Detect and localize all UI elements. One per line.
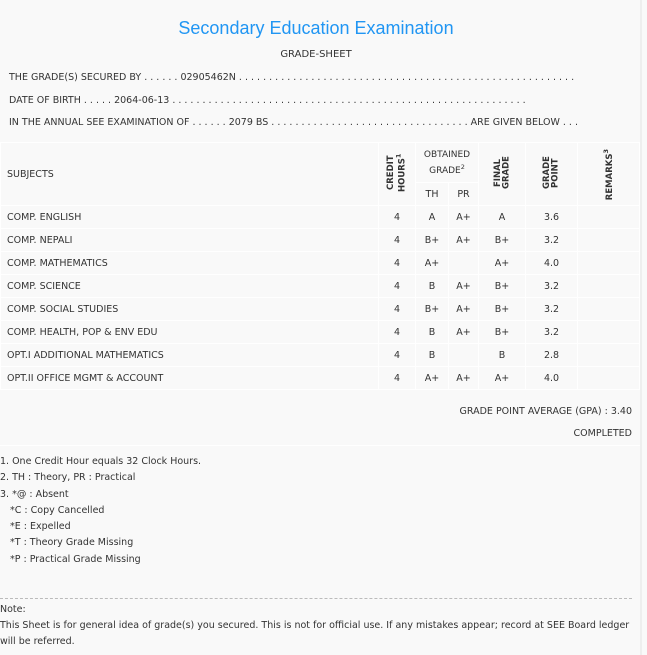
- header-grade-point: GRADE POINT: [526, 143, 578, 206]
- cell-credit: 4: [379, 252, 416, 275]
- cell-subject: OPT.II OFFICE MGMT & ACCOUNT: [1, 367, 379, 390]
- cell-remarks: [578, 275, 640, 298]
- cell-subject: COMP. NEPALI: [1, 229, 379, 252]
- subtitle: GRADE-SHEET: [280, 49, 352, 60]
- footnote: *T : Theory Grade Missing: [10, 537, 134, 549]
- grade-table: [0, 142, 640, 390]
- cell-gp: 3.6: [526, 206, 578, 229]
- note-text: This Sheet is for general idea of grade(s) you secured. This is not for official use. If any mistakes appear; record at SEE Board ledger will be referred.: [0, 620, 630, 647]
- cell-gp: 3.2: [526, 321, 578, 344]
- cell-remarks: [578, 321, 640, 344]
- cell-remarks: [578, 367, 640, 390]
- header-pr: PR: [449, 183, 479, 206]
- cell-credit: 4: [379, 229, 416, 252]
- table-row: [1, 298, 640, 321]
- cell-subject: COMP. MATHEMATICS: [1, 252, 379, 275]
- cell-final: A: [479, 206, 526, 229]
- cell-final: A+: [479, 252, 526, 275]
- cell-remarks: [578, 298, 640, 321]
- cell-pr: A+: [449, 229, 479, 252]
- cell-th: B: [416, 344, 449, 367]
- cell-pr: A+: [449, 367, 479, 390]
- table-row: [1, 367, 640, 390]
- cell-final: B+: [479, 275, 526, 298]
- footnote: *E : Expelled: [10, 521, 71, 533]
- table-row: [1, 229, 640, 252]
- cell-pr: A+: [449, 321, 479, 344]
- cell-gp: 2.8: [526, 344, 578, 367]
- cell-pr: [449, 344, 479, 367]
- note: [0, 602, 632, 650]
- cell-final: B+: [479, 321, 526, 344]
- header-credit-hours: CREDIT HOURS$^1$: [379, 143, 416, 206]
- cell-credit: 4: [379, 206, 416, 229]
- gpa: GRADE POINT AVERAGE (GPA) : 3.40: [459, 406, 632, 417]
- cell-credit: 4: [379, 275, 416, 298]
- header-obtained-grade: OBTAINED GRADE$^2$: [416, 143, 479, 183]
- cell-remarks: [578, 344, 640, 367]
- cell-pr: A+: [449, 206, 479, 229]
- cell-subject: COMP. HEALTH, POP & ENV EDU: [1, 321, 379, 344]
- cell-credit: 4: [379, 344, 416, 367]
- dashed-divider: [0, 598, 632, 599]
- header-final-grade: FINAL GRADE: [479, 143, 526, 206]
- header-remarks: REMARKS$^3$: [578, 143, 640, 206]
- cell-pr: [449, 252, 479, 275]
- divider: [0, 445, 640, 446]
- note-label: Note:: [0, 604, 26, 615]
- table-row: [1, 275, 640, 298]
- footnotes: [0, 454, 201, 568]
- cell-pr: A+: [449, 298, 479, 321]
- footnote: 2. TH : Theory, PR : Practical: [0, 472, 136, 484]
- cell-credit: 4: [379, 321, 416, 344]
- footnote: 3. *@ : Absent: [0, 488, 69, 500]
- page-title: Secondary Education Examination: [178, 18, 454, 38]
- table-row: [1, 321, 640, 344]
- cell-subject: COMP. SOCIAL STUDIES: [1, 298, 379, 321]
- table-row: [1, 252, 640, 275]
- footnote: 1. One Credit Hour equals 32 Clock Hours.: [0, 456, 202, 467]
- cell-final: B+: [479, 229, 526, 252]
- footnote: *C : Copy Cancelled: [10, 504, 105, 516]
- footnote: *P : Practical Grade Missing: [10, 553, 141, 565]
- cell-th: A: [416, 206, 449, 229]
- header-subjects: SUBJECTS: [1, 143, 379, 206]
- table-row: [1, 206, 640, 229]
- cell-th: B+: [416, 229, 449, 252]
- cell-subject: OPT.I ADDITIONAL MATHEMATICS: [1, 344, 379, 367]
- cell-gp: 4.0: [526, 252, 578, 275]
- cell-th: B: [416, 321, 449, 344]
- cell-remarks: [578, 252, 640, 275]
- cell-subject: COMP. SCIENCE: [1, 275, 379, 298]
- cell-remarks: [578, 206, 640, 229]
- cell-subject: COMP. ENGLISH: [1, 206, 379, 229]
- secured-by-line: THE GRADE(S) SECURED BY . . . . . . 02905462N . . . . . . . . . . . . . . . . . . . . . . . . . . . . . . . . . . . . . . . . . . . . . . . . . . . . . . . .: [9, 72, 575, 83]
- cell-credit: 4: [379, 367, 416, 390]
- exam-line: IN THE ANNUAL SEE EXAMINATION OF . . . . . . 2079 BS . . . . . . . . . . . . . . . . . . . . . . . . . . . . . . . . . ARE GIVEN BELOW . . .: [9, 117, 578, 128]
- cell-th: A+: [416, 252, 449, 275]
- cell-gp: 3.2: [526, 275, 578, 298]
- result-status: COMPLETED: [573, 428, 632, 439]
- cell-th: A+: [416, 367, 449, 390]
- cell-final: B+: [479, 298, 526, 321]
- cell-th: B: [416, 275, 449, 298]
- dob-line: DATE OF BIRTH . . . . . 2064-06-13 . . . . . . . . . . . . . . . . . . . . . . . . . . . . . . . . . . . . . . . . . . . . . . . . . . . . . . . . . . .: [9, 95, 526, 106]
- cell-th: B+: [416, 298, 449, 321]
- cell-gp: 3.2: [526, 229, 578, 252]
- cell-pr: A+: [449, 275, 479, 298]
- cell-gp: 3.2: [526, 298, 578, 321]
- cell-final: A+: [479, 367, 526, 390]
- right-border: [640, 0, 642, 655]
- cell-credit: 4: [379, 298, 416, 321]
- table-row: [1, 344, 640, 367]
- cell-remarks: [578, 229, 640, 252]
- header-th: TH: [416, 183, 449, 206]
- cell-final: B: [479, 344, 526, 367]
- cell-gp: 4.0: [526, 367, 578, 390]
